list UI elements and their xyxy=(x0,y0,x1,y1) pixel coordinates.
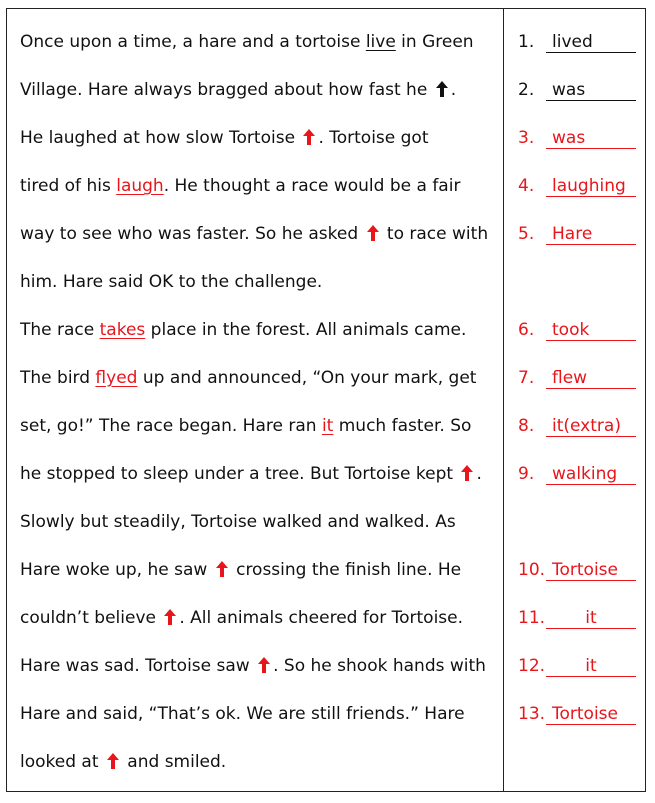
passage-line-9 xyxy=(20,415,471,437)
passage-line-6 xyxy=(20,271,322,293)
answer-blank: lived xyxy=(546,33,636,53)
answer-13 xyxy=(518,703,636,725)
answer-2 xyxy=(518,79,636,101)
error-word-8: it xyxy=(321,416,334,436)
answer-number: 3. xyxy=(518,128,535,148)
answer-blank: flew xyxy=(546,369,636,389)
passage-line-12 xyxy=(20,559,461,581)
up-arrow-icon xyxy=(366,224,380,242)
passage-text: Hare was sad. Tortoise saw xyxy=(20,656,256,676)
answer-number: 10. xyxy=(518,560,546,580)
answer-blank: it xyxy=(546,609,636,629)
answer-8 xyxy=(518,415,636,437)
passage-text: . xyxy=(476,464,482,484)
passage-text: tired of his xyxy=(20,176,117,196)
answer-number: 1. xyxy=(518,32,535,52)
answer-number: 4. xyxy=(518,176,535,196)
answer-blank: walking xyxy=(546,465,636,485)
answer-blank: Tortoise xyxy=(546,561,636,581)
passage-line-10 xyxy=(20,463,482,485)
answer-6 xyxy=(518,319,636,341)
passage-line-13 xyxy=(20,607,463,629)
error-word-6: takes xyxy=(99,320,146,340)
passage-text: couldn’t believe xyxy=(20,608,162,628)
answer-number: 11. xyxy=(518,608,546,628)
answer-number: 13. xyxy=(518,704,546,724)
passage-text: . xyxy=(450,80,457,100)
passage-text: . All animals cheered for Tortoise. xyxy=(179,608,464,628)
passage-line-14 xyxy=(20,655,486,677)
column-divider xyxy=(503,8,504,792)
passage-text: Slowly but steadily, Tortoise walked and walked. As xyxy=(20,512,456,532)
answer-blank: it xyxy=(546,657,636,677)
error-word-1: live xyxy=(365,32,396,52)
passage-text: up and announced, “On your mark, get xyxy=(137,368,477,388)
passage-line-3 xyxy=(20,127,429,149)
passage-text: The race xyxy=(20,320,100,340)
up-arrow-icon xyxy=(460,464,474,482)
answer-blank: Tortoise xyxy=(546,705,636,725)
answer-number: 7. xyxy=(518,368,535,388)
answer-blank: laughing xyxy=(546,177,636,197)
passage-text: . So he shook hands with xyxy=(273,656,486,676)
passage-text: place in the forest. All animals came. xyxy=(145,320,467,340)
up-arrow-icon xyxy=(163,608,177,626)
answer-5 xyxy=(518,223,636,245)
passage-text: Hare woke up, he saw xyxy=(20,560,213,580)
answer-10 xyxy=(518,559,636,581)
passage-line-5 xyxy=(20,223,488,245)
passage-text: he stopped to sleep under a tree. But Tortoise kept xyxy=(20,464,459,484)
passage-text: . He thought a race would be a fair xyxy=(163,176,461,196)
passage-text: to race with xyxy=(381,224,489,244)
answer-7 xyxy=(518,367,636,389)
up-arrow-icon xyxy=(435,80,449,98)
answer-blank: was xyxy=(546,81,636,101)
passage-text: set, go!” The race began. Hare ran xyxy=(20,416,322,436)
answer-9 xyxy=(518,463,636,485)
passage-line-15 xyxy=(20,703,465,725)
answer-blank: Hare xyxy=(546,225,636,245)
passage-text: Hare and said, “That’s ok. We are still friends.” Hare xyxy=(20,704,465,724)
passage-text: The bird xyxy=(20,368,96,388)
up-arrow-icon xyxy=(106,752,120,770)
passage-text: and smiled. xyxy=(121,752,227,772)
answer-12 xyxy=(518,655,636,677)
passage-line-4 xyxy=(20,175,460,197)
up-arrow-icon xyxy=(257,656,271,674)
passage-text: way to see who was faster. So he asked xyxy=(20,224,364,244)
passage-line-11 xyxy=(20,511,456,533)
answer-number: 8. xyxy=(518,416,535,436)
answer-4 xyxy=(518,175,636,197)
answer-number: 2. xyxy=(518,80,535,100)
up-arrow-icon xyxy=(215,560,229,578)
passage-text: him. Hare said OK to the challenge. xyxy=(20,272,323,292)
passage-text: much faster. So xyxy=(333,416,472,436)
passage-line-16 xyxy=(20,751,226,773)
answer-blank: was xyxy=(546,129,636,149)
answer-number: 9. xyxy=(518,464,535,484)
passage-line-1 xyxy=(20,31,474,53)
passage-text: He laughed at how slow Tortoise xyxy=(20,128,301,148)
answer-blank: took xyxy=(546,321,636,341)
error-word-4: laugh xyxy=(116,176,164,196)
passage-line-7 xyxy=(20,319,466,341)
answer-3 xyxy=(518,127,636,149)
passage-line-8 xyxy=(20,367,476,389)
answer-number: 12. xyxy=(518,656,546,676)
passage-text: . Tortoise got xyxy=(318,128,429,148)
passage-line-2 xyxy=(20,79,456,101)
answer-number: 6. xyxy=(518,320,535,340)
answer-11 xyxy=(518,607,636,629)
passage-text: Once upon a time, a hare and a tortoise xyxy=(20,32,366,52)
answer-number: 5. xyxy=(518,224,535,244)
answer-1 xyxy=(518,31,636,53)
up-arrow-icon xyxy=(302,128,316,146)
passage-text: in Green xyxy=(395,32,474,52)
error-word-7: flyed xyxy=(95,368,138,388)
passage-text: looked at xyxy=(20,752,104,772)
passage-text: crossing the finish line. He xyxy=(230,560,462,580)
answer-blank: it(extra) xyxy=(546,417,636,437)
passage-text: Village. Hare always bragged about how fast he xyxy=(20,80,433,100)
